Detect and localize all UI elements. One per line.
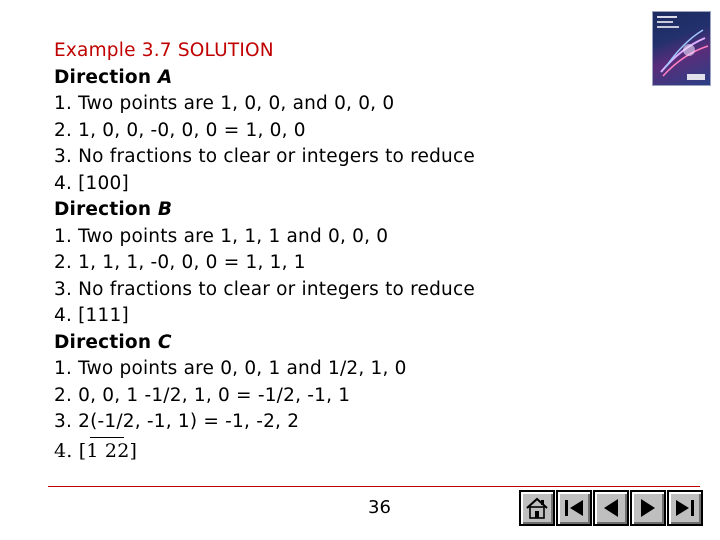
footer-rule [48, 486, 700, 487]
direction-b-step-1: 1. Two points are 1, 1, 1 and 0, 0, 0 [54, 225, 389, 247]
direction-b-step-4: 4. [111] [54, 305, 129, 326]
home-button[interactable] [519, 490, 555, 526]
direction-a-step-1: 1. Two points are 1, 0, 0, and 0, 0, 0 [54, 93, 395, 114]
last-page-button[interactable] [667, 490, 703, 526]
slide-title: Example 3.7 SOLUTION [54, 40, 274, 61]
direction-c-step-4 [54, 436, 614, 466]
direction-b-label: Direction [54, 199, 158, 220]
direction-c-heading [54, 330, 614, 357]
next-page-button[interactable] [630, 490, 666, 526]
direction-a-letter: A [157, 66, 173, 88]
direction-c-label: Direction [54, 331, 158, 353]
direction-c-letter: C [157, 331, 172, 353]
direction-a-label: Direction [54, 66, 158, 88]
direction-a-step-3: 3. No fractions to clear or integers to reduce [54, 146, 475, 167]
first-page-icon [561, 495, 587, 521]
overbar-negative [90, 437, 124, 438]
direction-a-step-2: 2. 1, 0, 0, -0, 0, 0 = 1, 0, 0 [54, 119, 306, 141]
direction-c-step-4-index: [1 22] [78, 439, 138, 462]
book-cover-thumbnail [652, 11, 711, 86]
slide-navigation [519, 490, 704, 526]
previous-page-button[interactable] [593, 490, 629, 526]
direction-b-step-2: 2. 1, 1, 1, -0, 0, 0 = 1, 1, 1 [54, 252, 306, 273]
direction-c-step-1: 1. Two points are 0, 0, 1 and 1/2, 1, 0 [54, 358, 407, 379]
direction-b-heading [54, 197, 614, 224]
first-page-button[interactable] [556, 490, 592, 526]
home-icon [524, 495, 550, 521]
direction-b-letter: B [157, 199, 173, 220]
last-page-icon [672, 495, 698, 521]
direction-c-step-3: 3. 2(-1/2, -1, 1) = -1, -2, 2 [54, 411, 300, 432]
previous-page-icon [598, 495, 624, 521]
direction-a-step-4: 4. [100] [54, 172, 129, 194]
direction-c-step-2: 2. 0, 0, 1 -1/2, 1, 0 = -1/2, -1, 1 [54, 384, 351, 406]
direction-a-heading [54, 65, 614, 92]
slide-body [54, 38, 614, 466]
page-number: 36 [368, 497, 391, 518]
direction-b-step-3: 3. No fractions to clear or integers to reduce [54, 278, 475, 300]
next-page-icon [635, 495, 661, 521]
direction-c-step-4-prefix: 4. [54, 439, 79, 462]
